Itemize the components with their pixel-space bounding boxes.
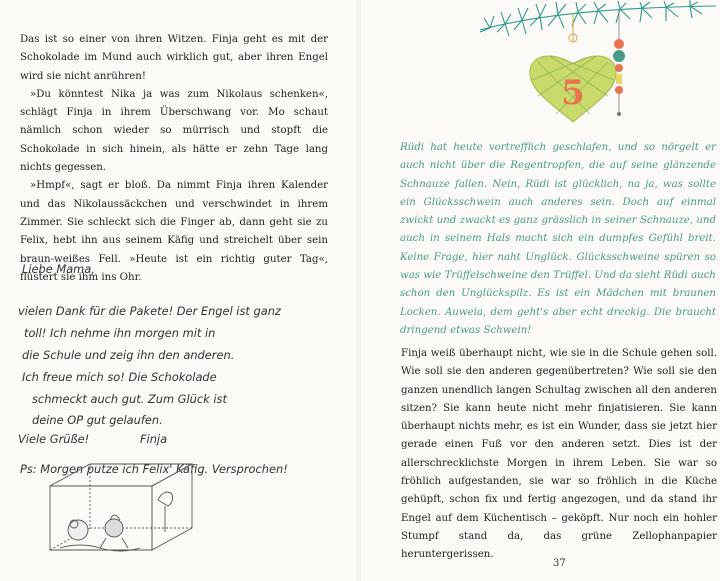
book-gutter — [357, 0, 361, 581]
bead-ornament-icon — [613, 10, 625, 116]
fir-branch-icon — [470, 0, 720, 135]
letter-signature: Finja — [140, 432, 168, 446]
heart-ornament-icon — [530, 56, 616, 122]
left-body-text — [20, 31, 328, 287]
paragraph: »Du könntest Nika ja was zum Nikolaus schenken«, schlägt Finja in ihrem Überschwang vor. Mo schaut nämlich schon wieder so mürrisch und stopft die Schokolade in sich hinein, als hätte er zehn Tage lang nichts gegessen. — [20, 88, 328, 174]
letter-postscript: Ps: Morgen putze ich Felix' Käfig. Versprochen! — [20, 462, 288, 476]
paragraph: »Hmpf«, sagt er bloß. Da nimmt Finja ihren Kalender und das Nikolaussäckchen und verschwindet in ihrem Zimmer. Sie schleckt sich die Finger ab, dann geht sie zu Felix, hebt ihn aus seinem Käfig und streichelt über sein braun-weißes Fell. »Heute ist ein richtig guter Tag«, flüstert sie ihm ins Ohr. — [20, 180, 328, 283]
calendar-number: 5 — [561, 73, 585, 113]
hamster-drawing-icon — [40, 460, 200, 560]
letter-line: Viele Grüße! — [18, 432, 90, 446]
letter-line: die Schule und zeig ihn den anderen. — [22, 348, 235, 362]
letter-line: schmeckt auch gut. Zum Glück ist — [32, 392, 227, 406]
paragraph: Das ist so einer von ihren Witzen. Finja geht es mit der Schokolade im Mund auch wirklich gut, aber ihren Engel wird sie nicht anrühren! — [20, 34, 328, 82]
letter-line: Ich freue mich so! Die Schokolade — [22, 370, 217, 384]
letter-line: deine OP gut gelaufen. — [32, 413, 163, 427]
paragraph: Finja weiß überhaupt nicht, wie sie in die Schule gehen soll. Wie soll sie den anderen gegenübertreten? Wie soll sie den ganzen unendlich langen Schultag zwischen all den anderen sitzen? Sie kann heute nicht mehr finjatisieren. Sie kann überhaupt nichts mehr, es ist ein Wunder, dass sie jetzt hier gerade einen Fuß vor den anderen setzt. Dies ist der allerschrecklichste Morgen in ihrem Leben. Sie war so fröhlich aufgestanden, sie war so fröhlich in die Küche gehüpft, schon fix und fertig angezogen, und da stand ihr Engel auf dem Küchentisch – geköpft. Nur noch ein hohler Stumpf stand da, das grüne Zellophanpapier heruntergerissen. — [401, 348, 717, 561]
letter-greeting: Liebe Mama, — [22, 262, 95, 276]
letter-line: toll! Ich nehme ihn morgen mit in — [24, 326, 216, 340]
pig-story-paragraph: Rüdi hat heute vortrefflich geschlafen, und so nörgelt er auch nicht über die Regentropfen, die auf seine glänzende Schnauze fallen. Nein, Rüdi ist glücklich, na ja, was sollte ein Glücksschwein auch anderes sein. Doch auf einmal zwickt und zwackt es ganz grässlich in seiner Schnauze, und auch in seinem Hals macht sich ein dumpfes Gefühl breit. Keine Frage, hier naht Unglück. Glücksschweine spüren so was wie Trüffelschweine den Trüffel. Und da sieht Rüdi auch schon den Unglückspilz. Es ist ein Mädchen mit braunen Locken. Auweia, dem geht's aber echt dreckig. Die braucht dringend etwas Schwein! — [400, 142, 716, 336]
page-number: 37 — [553, 558, 566, 569]
letter-line: vielen Dank für die Pakete! Der Engel ist ganz — [18, 304, 281, 318]
right-body-text — [401, 345, 717, 565]
